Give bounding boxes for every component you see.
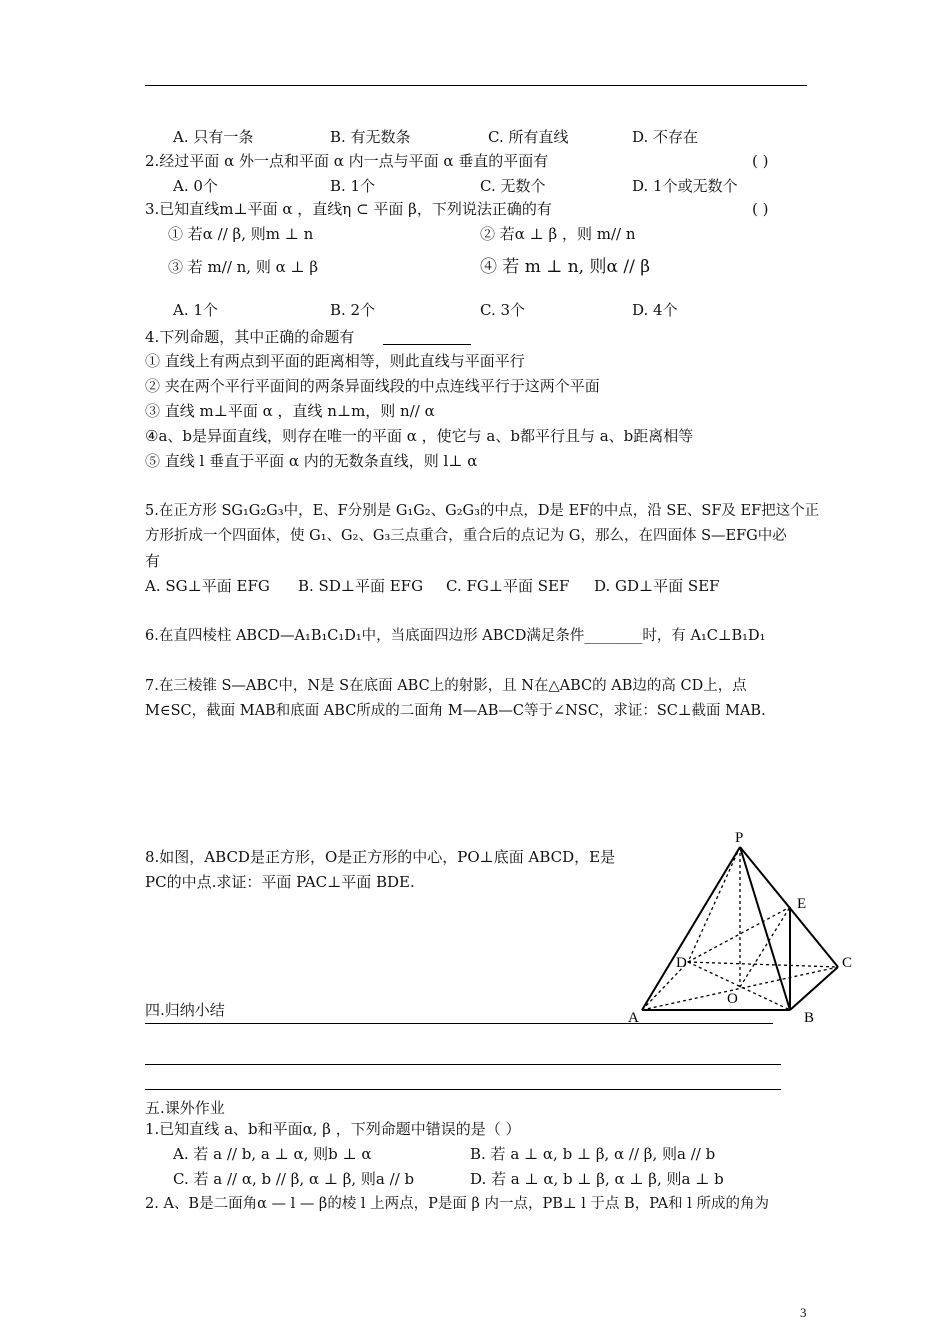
q1-option-d: D. 不存在 (632, 128, 699, 146)
hw1-option-c: C. 若 a // α, b // β, α ⊥ β, 则a // b (173, 1170, 415, 1188)
q3-statement-3: ③ 若 m// n, 则 α ⊥ β (168, 258, 319, 276)
q1-option-b: B. 有无数条 (330, 128, 411, 146)
q3-option-a: A. 1个 (173, 301, 218, 319)
label-C: C (842, 955, 853, 971)
edge-BC (790, 967, 838, 1010)
q2-option-a: A. 0个 (173, 177, 218, 195)
hw1-text: 1.已知直线 a、b和平面α, β ，下列命题中错误的是（ ） (145, 1120, 521, 1138)
summary-line-1 (145, 1023, 773, 1024)
header-rule (145, 85, 807, 86)
edge-DB (688, 962, 790, 1010)
q5-option-d: D. GD⊥平面 SEF (594, 577, 720, 595)
q8-line-1: 8.如图，ABCD是正方形，O是正方形的中心，PO⊥底面 ABCD，E是 (145, 848, 616, 866)
edge-PD (688, 847, 740, 962)
q2-option-c: C. 无数个 (480, 177, 546, 195)
q3-statement-1: ① 若α // β, 则m ⊥ n (168, 225, 314, 243)
q2-text: 2.经过平面 α 外一点和平面 α 内一点与平面 α 垂直的平面有 (145, 152, 549, 170)
edge-PB (740, 847, 790, 1010)
q2-option-b: B. 1个 (330, 177, 376, 195)
q3-option-d: D. 4个 (632, 301, 678, 319)
section-5-title: 五.课外作业 (145, 1099, 225, 1117)
q4-statement-5: ⑤ 直线 l 垂直于平面 α 内的无数条直线，则 l⊥ α (145, 452, 478, 470)
edge-OE (740, 907, 790, 987)
q4-statement-2: ② 夹在两个平行平面间的两条异面线段的中点连线平行于这两个平面 (145, 377, 600, 395)
label-O: O (727, 991, 738, 1007)
hw1-option-b: B. 若 a ⊥ α, b ⊥ β, α // β, 则a // b (470, 1145, 716, 1163)
q6-text: 6.在直四棱柱 ABCD—A₁B₁C₁D₁中，当底面四边形 ABCD满足条件________时，有 A₁C⊥B₁D₁ (145, 628, 766, 644)
q5-option-b: B. SD⊥平面 EFG (298, 577, 424, 595)
q4-statement-4: ④a、b是异面直线，则存在唯一的平面 α ，使它与 a、b都平行且与 a、b距离相等 (145, 427, 694, 445)
q5-line-3: 有 (145, 552, 161, 570)
section-4-title: 四.归纳小结 (145, 1001, 225, 1019)
q5-option-c: C. FG⊥平面 SEF (446, 577, 570, 595)
q3-option-b: B. 2个 (330, 301, 376, 319)
hw1-option-d: D. 若 a ⊥ α, b ⊥ β, α ⊥ β, 则a ⊥ b (470, 1170, 724, 1188)
q2-option-d: D. 1个或无数个 (632, 177, 738, 195)
q5-line-1: 5.在正方形 SG₁G₂G₃中，E、F分别是 G₁G₂、G₂G₃的中点，D是 EF的中点，沿 SE、SF及 EF把这个正 (145, 503, 820, 519)
page-number: 3 (800, 1305, 807, 1320)
label-P: P (735, 830, 744, 846)
q3-statement-2: ② 若α ⊥ β ，则 m// n (480, 225, 636, 243)
q7-line-2: M∈SC，截面 MAB和底面 ABC所成的二面角 M—AB—C等于∠NSC，求证：SC⊥截面 MAB. (145, 703, 766, 719)
pyramid-figure (620, 822, 860, 1034)
q3-statement-4: ④ 若 m ⊥ n, 则α // β (480, 257, 651, 277)
label-E: E (797, 896, 807, 912)
q7-line-1: 7.在三棱锥 S—ABC中，N是 S在底面 ABC上的射影，且 N在△ABC的 AB边的高 CD上，点 (145, 678, 747, 694)
q4-text: 4.下列命题，其中正确的命题有 (145, 328, 355, 346)
q4-statement-1: ① 直线上有两点到平面的距离相等，则此直线与平面平行 (145, 352, 525, 370)
edge-DE (688, 907, 790, 962)
q4-statement-3: ③ 直线 m⊥平面 α ，直线 n⊥m，则 n// α (145, 402, 435, 420)
q1-option-a: A. 只有一条 (173, 128, 254, 146)
summary-line-2 (145, 1064, 781, 1065)
q5-line-2: 方形折成一个四面体，使 G₁、G₂、G₃三点重合，重合后的点记为 G，那么，在四面体 S—EFG中必 (145, 528, 787, 544)
q8-line-2: PC的中点.求证：平面 PAC⊥平面 BDE. (145, 873, 415, 891)
hw1-option-a: A. 若 a // b, a ⊥ α, 则b ⊥ α (173, 1145, 372, 1163)
summary-line-3 (145, 1089, 781, 1090)
q4-answer-blank (383, 344, 471, 345)
edge-DC (688, 962, 838, 967)
q3-option-c: C. 3个 (480, 301, 526, 319)
label-A: A (628, 1010, 639, 1026)
q1-option-c: C. 所有直线 (488, 128, 569, 146)
edge-PA (642, 847, 740, 1010)
q3-answer-paren: ( ) (752, 200, 769, 218)
q5-option-a: A. SG⊥平面 EFG (145, 577, 270, 595)
label-B: B (804, 1010, 815, 1026)
hw2-text: 2. A、B是二面角α — l — β的棱 l 上两点，P是面 β 内一点，PB⊥ l 于点 B，PA和 l 所成的角为 (145, 1196, 769, 1212)
q3-text: 3.已知直线m⊥平面 α ，直线η ⊂ 平面 β，下列说法正确的有 (145, 200, 552, 218)
label-D: D (676, 955, 687, 971)
q2-answer-paren: ( ) (752, 152, 769, 170)
